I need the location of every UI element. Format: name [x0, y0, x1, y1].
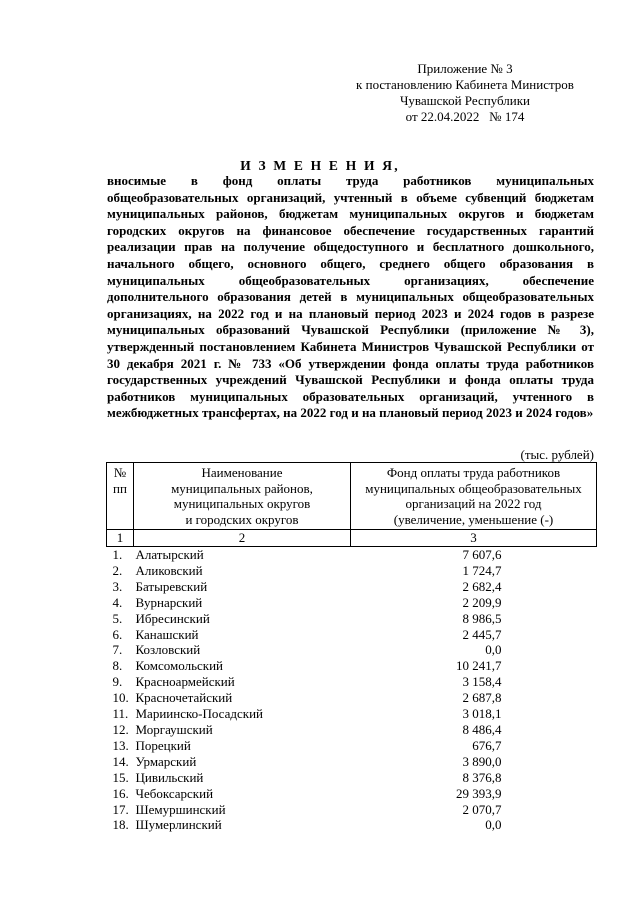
document-description: вносимые в фонд оплаты труда работников муниципальных общеобразовательных организаций, учтенный в объеме субвенций бюджетам муниципальных районов, бюджетам муниципальных округов и бюджетам городских округов на финансовое обеспечение государственных гарантий реализации прав на получение общедоступного и бесплатного дошкольного, начального общего, основного общего, среднего общего образования в муниципальных общеобразовательных организациях, обеспечение дополнительного образования детей в муниципальных общеобразовательных организациях, на 2022 год и на плановый период 2023 и 2024 годов в разрезе муниципальных образований Чувашской Республики (приложение № 3), утвержденный постановлением Кабинета Министров Чувашской Республики от 30 декабря 2021 г. № 733 «Об утверждении фонда оплаты труда работников государственных учреждений Чувашской Республики и фонда оплаты труда работников муниципальных образовательных организаций, учтенного в межбюджетных трансфертах, на 2022 год и на плановый период 2023 и 2024 годов» [107, 173, 594, 421]
row-number: 1. [112, 547, 123, 562]
table-row [107, 627, 597, 643]
row-value: 2 445,7 [462, 626, 502, 642]
row-name: Чебоксарский [135, 785, 214, 801]
table-row [107, 770, 597, 786]
appendix-line-3: Чувашской Республики [399, 93, 531, 108]
row-value: 10 241,7 [456, 658, 502, 674]
row-value: 2 687,8 [462, 690, 502, 706]
appendix-line-4: от 22.04.2022 № 174 [405, 109, 525, 124]
fund-table [106, 462, 597, 833]
row-number: 7. [112, 642, 123, 658]
row-value: 0,0 [485, 642, 502, 658]
row-value: 2 209,9 [462, 594, 502, 610]
appendix-header [340, 61, 590, 125]
row-name: Красноармейский [135, 674, 235, 690]
row-value: 0,0 [485, 817, 502, 833]
row-number: 12. [112, 721, 129, 737]
appendix-line-2: к постановлению Кабинета Министров [356, 77, 574, 92]
row-value: 29 393,9 [456, 785, 502, 801]
appendix-line-1: Приложение № 3 [417, 61, 513, 76]
row-value: 7 607,6 [462, 547, 502, 562]
column-number-2: 2 [134, 530, 351, 547]
row-number: 8. [112, 658, 123, 674]
row-name: Аликовский [135, 562, 203, 578]
column-number-row [107, 530, 597, 547]
table-row [107, 642, 597, 658]
row-number: 17. [112, 801, 129, 817]
row-number: 4. [112, 594, 123, 610]
row-name: Урмарский [135, 753, 197, 769]
header-name: Наименование муниципальных районов, муниципальных округов и городских округов [134, 463, 351, 530]
header-fund: Фонд оплаты труда работников муниципальных общеобразовательных организаций на 2022 год (увеличение, уменьшение (-) [351, 463, 597, 530]
row-value: 3 018,1 [462, 706, 502, 722]
row-name: Комсомольский [135, 658, 223, 674]
row-number: 16. [112, 785, 129, 801]
row-name: Алатырский [135, 547, 204, 562]
table-row [107, 817, 597, 833]
row-value: 2 070,7 [462, 801, 502, 817]
table-row [107, 611, 597, 627]
row-number: 15. [112, 769, 129, 785]
row-number: 6. [112, 626, 123, 642]
row-value: 1 724,7 [462, 562, 502, 578]
table-row [107, 802, 597, 818]
row-number: 11. [112, 706, 129, 722]
table-row [107, 658, 597, 674]
column-number-1: 1 [107, 530, 134, 547]
row-value: 3 158,4 [462, 674, 502, 690]
row-name: Красночетайский [135, 690, 233, 706]
row-name: Цивильский [135, 769, 204, 785]
table-row [107, 754, 597, 770]
table-body [107, 547, 597, 834]
table-row [107, 722, 597, 738]
row-value: 676,7 [472, 737, 502, 753]
row-number: 13. [112, 737, 129, 753]
row-number: 9. [112, 674, 123, 690]
row-value: 3 890,0 [462, 753, 502, 769]
table-row [107, 706, 597, 722]
row-name: Шумерлинский [135, 817, 222, 833]
table-row [107, 547, 597, 563]
row-name: Козловский [135, 642, 201, 658]
row-value: 8 486,4 [462, 721, 502, 737]
table-row [107, 690, 597, 706]
table-row [107, 738, 597, 754]
table-row [107, 563, 597, 579]
row-name: Канашский [135, 626, 199, 642]
row-name: Вурнарский [135, 594, 203, 610]
row-value: 2 682,4 [462, 578, 502, 594]
table-row [107, 579, 597, 595]
row-number: 10. [112, 690, 129, 706]
table-row [107, 595, 597, 611]
table-header-row [107, 463, 597, 530]
table-row [107, 674, 597, 690]
row-value: 8 986,5 [462, 610, 502, 626]
row-number: 5. [112, 610, 123, 626]
row-number: 2. [112, 562, 123, 578]
row-number: 3. [112, 578, 123, 594]
row-name: Моргаушский [135, 721, 213, 737]
document-title: И З М Е Н Е Н И Я, [240, 158, 400, 173]
row-name: Батыревский [135, 578, 208, 594]
row-name: Мариинско-Посадский [135, 706, 263, 722]
header-num: № пп [107, 463, 134, 530]
row-value: 8 376,8 [462, 769, 502, 785]
row-name: Ибресинский [135, 610, 210, 626]
column-number-3: 3 [351, 530, 597, 547]
row-name: Порецкий [135, 737, 191, 753]
row-number: 14. [112, 753, 129, 769]
table-row [107, 786, 597, 802]
row-name: Шемуршинский [135, 801, 226, 817]
unit-label: (тыс. рублей) [520, 447, 594, 462]
row-number: 18. [112, 817, 129, 833]
